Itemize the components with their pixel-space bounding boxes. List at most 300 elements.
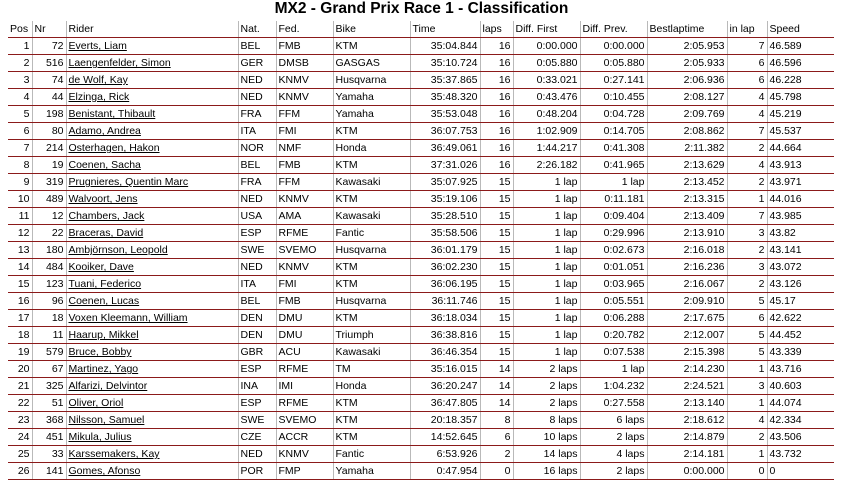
rider-link[interactable]: Tuani, Federico xyxy=(68,278,142,290)
cell-fed: DMU xyxy=(276,327,333,344)
header-in-lap: in lap xyxy=(727,21,767,38)
cell-time: 36:06.195 xyxy=(410,276,480,293)
cell-fed: DMU xyxy=(276,310,333,327)
cell-pos: 8 xyxy=(8,157,32,174)
cell-bestlap: 0:00.000 xyxy=(647,463,727,480)
table-row xyxy=(8,395,834,412)
table-row xyxy=(8,327,834,344)
cell-pos: 2 xyxy=(8,55,32,72)
cell-rider xyxy=(66,89,238,106)
cell-nat: CZE xyxy=(238,429,276,446)
cell-pos: 4 xyxy=(8,89,32,106)
cell-speed: 44.452 xyxy=(767,327,834,344)
cell-laps: 16 xyxy=(480,89,513,106)
table-row xyxy=(8,123,834,140)
table-row xyxy=(8,361,834,378)
cell-bike: Husqvarna xyxy=(333,293,410,310)
cell-fed: FMI xyxy=(276,123,333,140)
cell-pos: 1 xyxy=(8,38,32,55)
rider-link[interactable]: Osterhagen, Hakon xyxy=(68,142,160,154)
rider-link[interactable]: Bruce, Bobby xyxy=(68,346,132,358)
cell-nat: SWE xyxy=(238,412,276,429)
cell-in-lap: 2 xyxy=(727,174,767,191)
cell-fed: FMB xyxy=(276,157,333,174)
cell-time: 36:01.179 xyxy=(410,242,480,259)
cell-fed: FMB xyxy=(276,293,333,310)
cell-laps: 0 xyxy=(480,463,513,480)
cell-nr: 325 xyxy=(32,378,66,395)
cell-bike: GASGAS xyxy=(333,55,410,72)
cell-time: 35:19.106 xyxy=(410,191,480,208)
cell-in-lap: 1 xyxy=(727,446,767,463)
header-nr: Nr xyxy=(32,21,66,38)
cell-fed: IMI xyxy=(276,378,333,395)
cell-fed: SVEMO xyxy=(276,412,333,429)
cell-diff-prev: 4 laps xyxy=(580,446,647,463)
cell-pos: 20 xyxy=(8,361,32,378)
cell-in-lap: 5 xyxy=(727,344,767,361)
cell-rider xyxy=(66,38,238,55)
cell-nr: 516 xyxy=(32,55,66,72)
cell-fed: KNMV xyxy=(276,72,333,89)
cell-in-lap: 1 xyxy=(727,361,767,378)
cell-bestlap: 2:08.862 xyxy=(647,123,727,140)
cell-laps: 15 xyxy=(480,344,513,361)
cell-time: 37:31.026 xyxy=(410,157,480,174)
cell-bike: KTM xyxy=(333,38,410,55)
cell-speed: 43.971 xyxy=(767,174,834,191)
cell-time: 36:38.816 xyxy=(410,327,480,344)
cell-time: 0:47.954 xyxy=(410,463,480,480)
cell-time: 36:18.034 xyxy=(410,310,480,327)
cell-bestlap: 2:14.181 xyxy=(647,446,727,463)
cell-speed: 45.17 xyxy=(767,293,834,310)
cell-in-lap: 3 xyxy=(727,225,767,242)
rider-link[interactable]: Adamo, Andrea xyxy=(68,125,141,137)
cell-bestlap: 2:08.127 xyxy=(647,89,727,106)
table-row xyxy=(8,259,834,276)
cell-bestlap: 2:14.879 xyxy=(647,429,727,446)
cell-nr: 451 xyxy=(32,429,66,446)
rider-link[interactable]: Kooiker, Dave xyxy=(68,261,134,273)
cell-bike: KTM xyxy=(333,429,410,446)
cell-rider xyxy=(66,446,238,463)
cell-fed: FFM xyxy=(276,106,333,123)
cell-diff-first: 1:02.909 xyxy=(513,123,580,140)
table-row xyxy=(8,463,834,480)
cell-diff-first: 1 lap xyxy=(513,174,580,191)
cell-bike: Yamaha xyxy=(333,89,410,106)
cell-rider xyxy=(66,344,238,361)
cell-fed: RFME xyxy=(276,395,333,412)
cell-bestlap: 2:16.018 xyxy=(647,242,727,259)
cell-in-lap: 6 xyxy=(727,310,767,327)
table-row xyxy=(8,140,834,157)
rider-link[interactable]: Ambjörnson, Leopold xyxy=(68,244,168,256)
cell-rider xyxy=(66,140,238,157)
cell-laps: 15 xyxy=(480,225,513,242)
table-row xyxy=(8,157,834,174)
results-body xyxy=(8,38,834,480)
table-row xyxy=(8,55,834,72)
cell-rider xyxy=(66,106,238,123)
table-row xyxy=(8,191,834,208)
rider-link[interactable]: Coenen, Sacha xyxy=(68,159,141,171)
cell-bestlap: 2:11.382 xyxy=(647,140,727,157)
cell-in-lap: 3 xyxy=(727,378,767,395)
cell-bike: KTM xyxy=(333,395,410,412)
cell-in-lap: 2 xyxy=(727,429,767,446)
cell-speed: 43.126 xyxy=(767,276,834,293)
cell-pos: 19 xyxy=(8,344,32,361)
cell-diff-prev: 2 laps xyxy=(580,429,647,446)
cell-diff-first: 2 laps xyxy=(513,378,580,395)
cell-speed: 43.141 xyxy=(767,242,834,259)
cell-nr: 11 xyxy=(32,327,66,344)
cell-nat: ESP xyxy=(238,225,276,242)
cell-nr: 319 xyxy=(32,174,66,191)
cell-laps: 15 xyxy=(480,293,513,310)
cell-bestlap: 2:13.315 xyxy=(647,191,727,208)
table-row xyxy=(8,293,834,310)
rider-link[interactable]: Walvoort, Jens xyxy=(68,193,138,205)
rider-link[interactable]: Coenen, Lucas xyxy=(68,295,140,307)
cell-pos: 21 xyxy=(8,378,32,395)
header-pos: Pos xyxy=(8,21,32,38)
cell-in-lap: 6 xyxy=(727,55,767,72)
rider-link[interactable]: Alfarizi, Delvintor xyxy=(68,380,148,392)
cell-bestlap: 2:18.612 xyxy=(647,412,727,429)
header-rider: Rider xyxy=(66,21,238,38)
header-laps: laps xyxy=(480,21,513,38)
cell-pos: 23 xyxy=(8,412,32,429)
table-row xyxy=(8,276,834,293)
rider-link[interactable]: Karssemakers, Kay xyxy=(68,448,160,460)
cell-in-lap: 4 xyxy=(727,157,767,174)
cell-fed: RFME xyxy=(276,361,333,378)
table-row xyxy=(8,412,834,429)
cell-bike: KTM xyxy=(333,259,410,276)
cell-laps: 15 xyxy=(480,242,513,259)
cell-nat: BEL xyxy=(238,38,276,55)
cell-diff-prev: 0:00.000 xyxy=(580,38,647,55)
cell-speed: 46.228 xyxy=(767,72,834,89)
cell-speed: 44.074 xyxy=(767,395,834,412)
rider-link[interactable]: Mikula, Julius xyxy=(68,431,132,443)
cell-time: 36:02.230 xyxy=(410,259,480,276)
cell-laps: 16 xyxy=(480,106,513,123)
cell-time: 35:07.925 xyxy=(410,174,480,191)
cell-nr: 12 xyxy=(32,208,66,225)
rider-link[interactable]: Voxen Kleemann, William xyxy=(68,312,188,324)
cell-bike: Kawasaki xyxy=(333,344,410,361)
rider-link[interactable]: de Wolf, Kay xyxy=(68,74,128,86)
cell-fed: DMSB xyxy=(276,55,333,72)
cell-rider xyxy=(66,463,238,480)
cell-nat: ITA xyxy=(238,123,276,140)
cell-pos: 17 xyxy=(8,310,32,327)
cell-laps: 16 xyxy=(480,123,513,140)
cell-time: 36:07.753 xyxy=(410,123,480,140)
cell-diff-first: 16 laps xyxy=(513,463,580,480)
cell-diff-first: 0:33.021 xyxy=(513,72,580,89)
cell-rider xyxy=(66,191,238,208)
cell-bike: KTM xyxy=(333,157,410,174)
cell-pos: 9 xyxy=(8,174,32,191)
cell-time: 36:49.061 xyxy=(410,140,480,157)
table-row xyxy=(8,38,834,55)
cell-diff-first: 1 lap xyxy=(513,242,580,259)
cell-diff-prev: 6 laps xyxy=(580,412,647,429)
cell-in-lap: 4 xyxy=(727,89,767,106)
cell-nat: ESP xyxy=(238,361,276,378)
cell-laps: 16 xyxy=(480,140,513,157)
cell-pos: 6 xyxy=(8,123,32,140)
cell-laps: 15 xyxy=(480,174,513,191)
cell-diff-prev: 0:11.181 xyxy=(580,191,647,208)
cell-nat: NED xyxy=(238,446,276,463)
rider-link[interactable]: Chambers, Jack xyxy=(68,210,145,222)
table-row xyxy=(8,72,834,89)
header-bestlap: Bestlaptime xyxy=(647,21,727,38)
cell-bestlap: 2:13.140 xyxy=(647,395,727,412)
cell-nr: 198 xyxy=(32,106,66,123)
cell-fed: KNMV xyxy=(276,89,333,106)
cell-in-lap: 2 xyxy=(727,276,767,293)
cell-rider xyxy=(66,55,238,72)
cell-nr: 44 xyxy=(32,89,66,106)
cell-pos: 13 xyxy=(8,242,32,259)
cell-diff-first: 10 laps xyxy=(513,429,580,446)
cell-nat: NED xyxy=(238,259,276,276)
cell-speed: 43.985 xyxy=(767,208,834,225)
page-title: MX2 - Grand Prix Race 1 - Classification xyxy=(274,0,569,17)
cell-nat: SWE xyxy=(238,242,276,259)
cell-bestlap: 2:24.521 xyxy=(647,378,727,395)
cell-diff-first: 1 lap xyxy=(513,225,580,242)
cell-diff-first: 1 lap xyxy=(513,208,580,225)
cell-nat: BEL xyxy=(238,293,276,310)
cell-speed: 45.798 xyxy=(767,89,834,106)
cell-speed: 44.016 xyxy=(767,191,834,208)
cell-rider xyxy=(66,395,238,412)
cell-rider xyxy=(66,378,238,395)
cell-nr: 72 xyxy=(32,38,66,55)
table-row xyxy=(8,225,834,242)
cell-in-lap: 0 xyxy=(727,463,767,480)
table-row xyxy=(8,174,834,191)
cell-diff-prev: 0:27.141 xyxy=(580,72,647,89)
cell-diff-first: 1 lap xyxy=(513,259,580,276)
cell-nat: FRA xyxy=(238,106,276,123)
cell-laps: 6 xyxy=(480,429,513,446)
cell-rider xyxy=(66,412,238,429)
cell-nr: 51 xyxy=(32,395,66,412)
cell-rider xyxy=(66,310,238,327)
cell-time: 35:37.865 xyxy=(410,72,480,89)
cell-speed: 42.334 xyxy=(767,412,834,429)
cell-pos: 5 xyxy=(8,106,32,123)
cell-diff-prev: 0:10.455 xyxy=(580,89,647,106)
cell-diff-first: 2:26.182 xyxy=(513,157,580,174)
cell-bike: KTM xyxy=(333,276,410,293)
table-row xyxy=(8,429,834,446)
cell-nr: 489 xyxy=(32,191,66,208)
cell-bike: Honda xyxy=(333,378,410,395)
cell-bike: KTM xyxy=(333,412,410,429)
cell-in-lap: 4 xyxy=(727,106,767,123)
header-diff-first: Diff. First xyxy=(513,21,580,38)
rider-link[interactable]: Elzinga, Rick xyxy=(68,91,130,103)
cell-diff-first: 2 laps xyxy=(513,361,580,378)
cell-rider xyxy=(66,72,238,89)
table-row xyxy=(8,208,834,225)
cell-pos: 10 xyxy=(8,191,32,208)
cell-pos: 16 xyxy=(8,293,32,310)
cell-nr: 96 xyxy=(32,293,66,310)
cell-speed: 43.82 xyxy=(767,225,834,242)
cell-bestlap: 2:13.452 xyxy=(647,174,727,191)
cell-fed: FMP xyxy=(276,463,333,480)
cell-fed: RFME xyxy=(276,225,333,242)
cell-laps: 16 xyxy=(480,72,513,89)
rider-link[interactable]: Braceras, David xyxy=(68,227,144,239)
cell-speed: 46.596 xyxy=(767,55,834,72)
cell-nr: 74 xyxy=(32,72,66,89)
cell-time: 36:11.746 xyxy=(410,293,480,310)
cell-rider xyxy=(66,174,238,191)
cell-diff-first: 1 lap xyxy=(513,344,580,361)
cell-nat: NOR xyxy=(238,140,276,157)
rider-link[interactable]: Gomes, Afonso xyxy=(68,465,141,477)
cell-rider xyxy=(66,208,238,225)
cell-rider xyxy=(66,225,238,242)
cell-speed: 43.716 xyxy=(767,361,834,378)
classification-table xyxy=(8,21,834,480)
cell-diff-prev: 1 lap xyxy=(580,174,647,191)
cell-diff-prev: 0:09.404 xyxy=(580,208,647,225)
cell-bike: Husqvarna xyxy=(333,242,410,259)
cell-bike: Husqvarna xyxy=(333,72,410,89)
cell-pos: 25 xyxy=(8,446,32,463)
cell-time: 35:53.048 xyxy=(410,106,480,123)
cell-pos: 11 xyxy=(8,208,32,225)
cell-rider xyxy=(66,242,238,259)
cell-nat: POR xyxy=(238,463,276,480)
cell-nr: 123 xyxy=(32,276,66,293)
cell-bike: Fantic xyxy=(333,225,410,242)
cell-diff-first: 1:44.217 xyxy=(513,140,580,157)
rider-link[interactable]: Laengenfelder, Simon xyxy=(68,57,171,69)
table-row xyxy=(8,446,834,463)
cell-in-lap: 3 xyxy=(727,259,767,276)
cell-laps: 14 xyxy=(480,361,513,378)
cell-diff-prev: 0:02.673 xyxy=(580,242,647,259)
cell-nat: ESP xyxy=(238,395,276,412)
cell-bestlap: 2:15.398 xyxy=(647,344,727,361)
cell-bestlap: 2:12.007 xyxy=(647,327,727,344)
cell-diff-prev: 0:04.728 xyxy=(580,106,647,123)
header-diff-prev: Diff. Prev. xyxy=(580,21,647,38)
cell-nr: 18 xyxy=(32,310,66,327)
cell-bestlap: 2:06.936 xyxy=(647,72,727,89)
cell-nr: 19 xyxy=(32,157,66,174)
table-row xyxy=(8,106,834,123)
cell-laps: 2 xyxy=(480,446,513,463)
cell-nat: FRA xyxy=(238,174,276,191)
cell-bike: Kawasaki xyxy=(333,174,410,191)
cell-laps: 15 xyxy=(480,327,513,344)
cell-diff-prev: 0:07.538 xyxy=(580,344,647,361)
rider-link[interactable]: Haarup, Mikkel xyxy=(68,329,139,341)
cell-nat: GBR xyxy=(238,344,276,361)
cell-in-lap: 6 xyxy=(727,72,767,89)
cell-laps: 15 xyxy=(480,276,513,293)
cell-rider xyxy=(66,429,238,446)
cell-speed: 43.506 xyxy=(767,429,834,446)
cell-nr: 141 xyxy=(32,463,66,480)
cell-bestlap: 2:05.933 xyxy=(647,55,727,72)
cell-nr: 80 xyxy=(32,123,66,140)
rider-link[interactable]: Martinez, Yago xyxy=(68,363,139,375)
cell-bike: KTM xyxy=(333,123,410,140)
rider-link[interactable]: Oliver, Oriol xyxy=(68,397,124,409)
cell-speed: 0 xyxy=(767,463,834,480)
cell-nr: 214 xyxy=(32,140,66,157)
cell-fed: NMF xyxy=(276,140,333,157)
cell-laps: 16 xyxy=(480,157,513,174)
cell-fed: ACCR xyxy=(276,429,333,446)
cell-pos: 12 xyxy=(8,225,32,242)
cell-time: 36:20.247 xyxy=(410,378,480,395)
cell-diff-prev: 0:01.051 xyxy=(580,259,647,276)
cell-diff-prev: 1:04.232 xyxy=(580,378,647,395)
cell-diff-prev: 0:29.996 xyxy=(580,225,647,242)
cell-in-lap: 4 xyxy=(727,412,767,429)
cell-bike: KTM xyxy=(333,310,410,327)
cell-diff-first: 0:05.880 xyxy=(513,55,580,72)
header-nat: Nat. xyxy=(238,21,276,38)
rider-link[interactable]: Prugnieres, Quentin Marc xyxy=(68,176,189,188)
cell-diff-first: 1 lap xyxy=(513,191,580,208)
cell-rider xyxy=(66,259,238,276)
cell-diff-first: 0:43.476 xyxy=(513,89,580,106)
cell-fed: FMI xyxy=(276,276,333,293)
cell-nat: ITA xyxy=(238,276,276,293)
cell-nat: DEN xyxy=(238,310,276,327)
cell-bestlap: 2:14.230 xyxy=(647,361,727,378)
cell-nr: 368 xyxy=(32,412,66,429)
cell-pos: 14 xyxy=(8,259,32,276)
table-row xyxy=(8,344,834,361)
cell-speed: 45.219 xyxy=(767,106,834,123)
cell-rider xyxy=(66,327,238,344)
cell-fed: ACU xyxy=(276,344,333,361)
rider-link[interactable]: Nilsson, Samuel xyxy=(68,414,145,426)
cell-time: 20:18.357 xyxy=(410,412,480,429)
rider-link[interactable]: Benistant, Thibault xyxy=(68,108,156,120)
cell-in-lap: 7 xyxy=(727,208,767,225)
cell-in-lap: 2 xyxy=(727,140,767,157)
cell-pos: 7 xyxy=(8,140,32,157)
cell-time: 35:04.844 xyxy=(410,38,480,55)
cell-nr: 579 xyxy=(32,344,66,361)
cell-diff-prev: 0:05.551 xyxy=(580,293,647,310)
cell-in-lap: 1 xyxy=(727,395,767,412)
cell-bestlap: 2:13.629 xyxy=(647,157,727,174)
cell-nat: GER xyxy=(238,55,276,72)
rider-link[interactable]: Everts, Liam xyxy=(68,40,127,52)
